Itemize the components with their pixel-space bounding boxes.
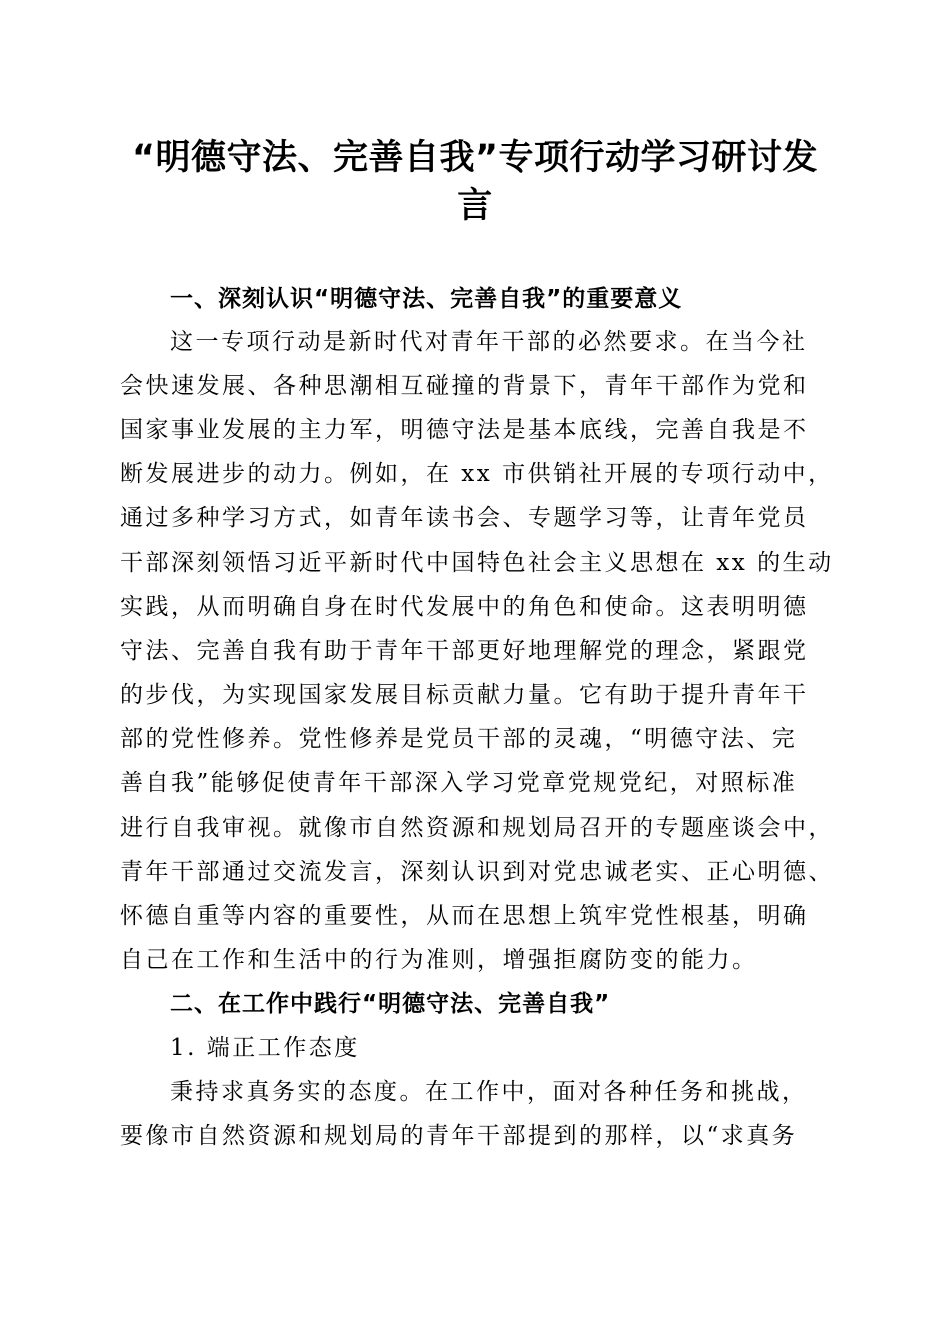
section-heading-2: 二、在工作中践行“明德守法、完善自我” bbox=[170, 991, 611, 1017]
paragraph-line: 通过多种学习方式，如青年读书会、专题学习等，让青年党员 bbox=[120, 505, 809, 531]
paragraph-line: 怀德自重等内容的重要性，从而在思想上筑牢党性根基，明确 bbox=[120, 903, 809, 929]
paragraph-line: 国家事业发展的主力军，明德守法是基本底线，完善自我是不 bbox=[120, 417, 809, 443]
paragraph-line: 自己在工作和生活中的行为准则，增强拒腐防变的能力。 bbox=[120, 947, 758, 973]
paragraph-line: 善自我”能够促使青年干部深入学习党章党规党纪，对照标准 bbox=[120, 770, 798, 796]
title-line-1: “明德守法、完善自我”专项行动学习研讨发 bbox=[131, 138, 818, 178]
paragraph-line: 会快速发展、各种思潮相互碰撞的背景下，青年干部作为党和 bbox=[120, 373, 809, 399]
title-line-2: 言 bbox=[457, 186, 493, 226]
paragraph-line: 部的党性修养。党性修养是党员干部的灵魂，“明德守法、完 bbox=[120, 726, 798, 752]
subheading: 1. 端正工作态度 bbox=[170, 1035, 360, 1061]
document-title bbox=[120, 134, 830, 230]
paragraph-line: 这一专项行动是新时代对青年干部的必然要求。在当今社 bbox=[170, 329, 808, 355]
paragraph-line: 守法、完善自我有助于青年干部更好地理解党的理念，紧跟党 bbox=[120, 638, 809, 664]
paragraph-line: 秉持求真务实的态度。在工作中，面对各种任务和挑战， bbox=[170, 1079, 808, 1105]
paragraph-line: 干部深刻领悟习近平新时代中国特色社会主义思想在 xx 的生动 bbox=[120, 550, 834, 576]
paragraph-line: 断发展进步的动力。例如，在 xx 市供销社开展的专项行动中， bbox=[120, 461, 834, 487]
paragraph-line: 进行自我审视。就像市自然资源和规划局召开的专题座谈会中， bbox=[120, 815, 834, 841]
section-heading-1: 一、深刻认识“明德守法、完善自我”的重要意义 bbox=[170, 286, 683, 312]
paragraph-line: 青年干部通过交流发言，深刻认识到对党忠诚老实、正心明德、 bbox=[120, 859, 834, 885]
paragraph-line: 的步伐，为实现国家发展目标贡献力量。它有助于提升青年干 bbox=[120, 682, 809, 708]
paragraph-line: 实践，从而明确自身在时代发展中的角色和使命。这表明明德 bbox=[120, 594, 809, 620]
paragraph-line: 要像市自然资源和规划局的青年干部提到的那样，以“求真务 bbox=[120, 1123, 798, 1149]
